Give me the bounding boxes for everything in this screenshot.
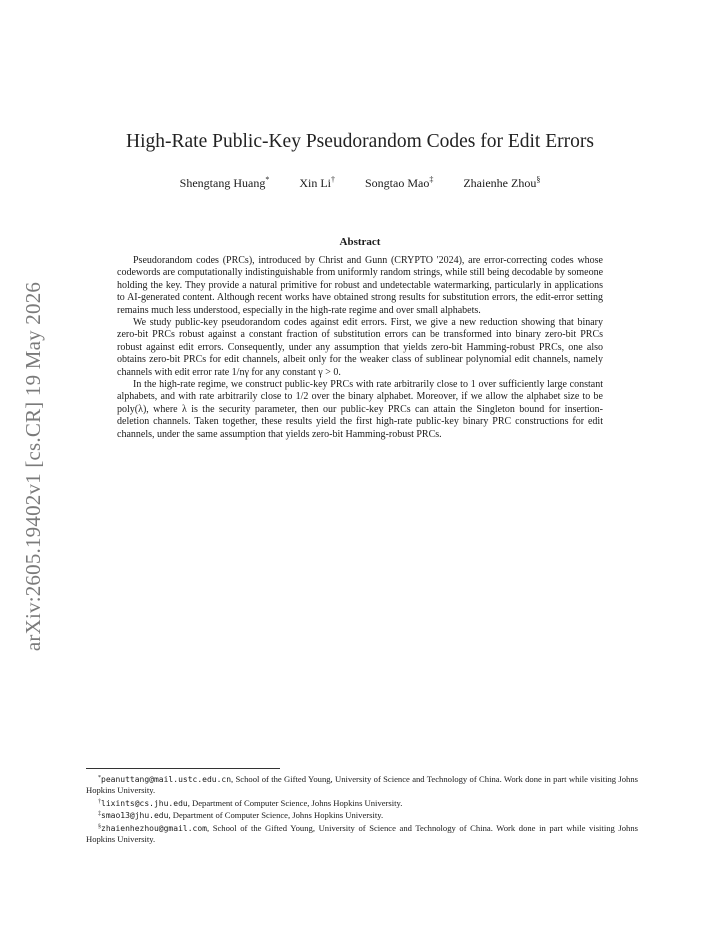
arxiv-side-identifier <box>15 258 53 674</box>
footnote-mark: § <box>98 823 101 830</box>
abstract-heading: Abstract <box>339 236 381 248</box>
footnote-email[interactable]: lixints@cs.jhu.edu <box>101 798 188 808</box>
abstract-paragraph: In the high-rate regime, we construct public-key PRCs with rate arbitrarily close to 1 over sufficiently large constant alphabets, and with rate arbitrarily close to 1/2 over the binary alphabet. Moreover, if we allow the alphabet size to be poly(λ), where λ is the security parameter, then our public-key PRCs can attain the Singleton bound for insertion-deletion channels. Taken together, these results yield the first high-rate public-key binary PRC constructions for edit channels, under the same assumption that yields zero-bit Hamming-robust PRCs. <box>117 379 603 440</box>
footnote-text: , Department of Computer Science, Johns Hopkins University. <box>187 797 403 808</box>
author-footnote-mark: ‡ <box>429 175 434 184</box>
footnote-mark: ‡ <box>98 811 101 818</box>
author-list <box>0 175 720 191</box>
footnote-email[interactable]: peanuttang@mail.ustc.edu.cn <box>101 775 232 784</box>
author-footnote-mark: § <box>536 175 541 184</box>
author: Zhaienhe Zhou§ <box>463 175 541 190</box>
author: Shengtang Huang* <box>179 175 270 190</box>
footnote-text: , Department of Computer Science, Johns Hopkins University. <box>168 810 384 821</box>
footnote <box>86 809 638 821</box>
footnote-rule <box>86 768 280 769</box>
footnote <box>86 797 638 809</box>
footnote-mark: † <box>98 798 101 805</box>
arxiv-identifier-text: arXiv:2605.19402v1 [cs.CR] 19 May 2026 <box>21 281 46 651</box>
author: Xin Li† <box>299 175 335 190</box>
footnote-mark: * <box>98 775 101 781</box>
abstract-body <box>117 255 603 441</box>
abstract-paragraph: Pseudorandom codes (PRCs), introduced by Christ and Gunn (CRYPTO '2024), are error-correcting codes whose codewords are computationally indistinguishable from uniformly random strings, while still being decodable by someone holding the key. They provide a natural primitive for robust and undetectable watermarking, particularly in applications to AI-generated content. Although recent works have obtained strong results for substitution errors, the edit-error setting remains much less understood, especially in the high-rate regime and over small alphabets. <box>117 255 604 316</box>
footnotes <box>86 773 638 845</box>
author-footnote-mark: * <box>265 175 270 184</box>
footnote-email[interactable]: smao13@jhu.edu <box>101 811 169 821</box>
abstract-paragraph: We study public-key pseudorandom codes against edit errors. First, we give a new reduction showing that binary zero-bit PRCs robust against a constant fraction of substitution errors can be transformed into binary zero-bit PRCs robust against edit errors. Consequently, under any assumption that yields zero-bit Hamming-robust PRCs, one also obtains zero-bit PRCs for edit channels, albeit only for the weaker class of sublinear polynomial edit channels, namely channels with edit error rate 1/nγ for any constant γ > 0. <box>117 317 603 378</box>
footnote-email[interactable]: zhaienhezhou@gmail.com <box>101 823 207 833</box>
paper-title: High-Rate Public-Key Pseudorandom Codes for Edit Errors <box>126 131 594 152</box>
footnote <box>86 773 638 797</box>
author-footnote-mark: † <box>331 175 335 184</box>
footnote <box>86 822 638 846</box>
author: Songtao Mao‡ <box>365 175 434 190</box>
footnote-text: , School of the Gifted Young, University of Science and Technology of China. Work done in part while visiting Johns Hopkins University. <box>86 774 638 796</box>
footnote-text: , School of the Gifted Young, University of Science and Technology of China. Work done in part while visiting Johns Hopkins University. <box>86 822 638 845</box>
